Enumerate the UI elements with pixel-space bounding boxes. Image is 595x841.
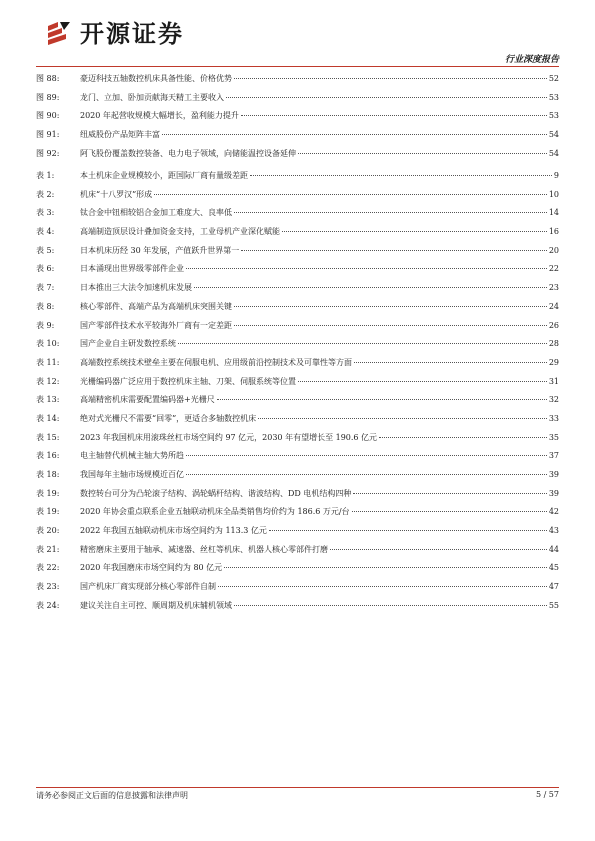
figure-entry[interactable] bbox=[36, 89, 559, 108]
toc-entry-page: 9 bbox=[553, 171, 559, 180]
toc-leader-dots bbox=[298, 381, 547, 382]
toc-entry-page: 52 bbox=[548, 74, 559, 83]
toc-entry-title: 电主轴替代机械主轴大势所趋 bbox=[80, 451, 184, 461]
toc-entry-title: 本土机床企业规模较小，距国际厂商有量级差距 bbox=[80, 171, 248, 180]
toc-entry-page: 32 bbox=[548, 395, 559, 405]
toc-entry-page: 42 bbox=[548, 507, 559, 517]
table-entry[interactable] bbox=[36, 354, 559, 373]
toc-entry-label: 表 12: bbox=[36, 376, 60, 386]
table-entry[interactable] bbox=[36, 335, 559, 354]
table-entry[interactable] bbox=[36, 522, 559, 541]
toc-entry-title: 我国每年主轴市场规模近百亿 bbox=[80, 470, 184, 479]
table-entry[interactable] bbox=[36, 447, 559, 466]
toc-entry-label: 表 19: bbox=[36, 488, 60, 498]
toc-leader-dots bbox=[234, 325, 547, 326]
toc-entry-page: 26 bbox=[548, 320, 559, 330]
brand-name: 开源证券 bbox=[80, 20, 184, 48]
toc-leader-dots bbox=[269, 530, 547, 531]
toc-entry-title: 2022 年我国五轴联动机床市场空间约为 113.3 亿元 bbox=[80, 526, 267, 536]
toc-entry-label: 表 14: bbox=[36, 413, 60, 423]
toc-entry-page: 55 bbox=[548, 600, 559, 610]
toc-entry-title: 日本机床历经 30 年发展，产值跃升世界第一 bbox=[80, 245, 240, 255]
toc-leader-dots bbox=[186, 474, 547, 475]
toc-leader-dots bbox=[186, 268, 547, 269]
toc-entry-title: 日本涌现出世界级零部件企业 bbox=[80, 264, 184, 274]
toc-leader-dots bbox=[234, 78, 547, 79]
toc-entry-label: 表 18: bbox=[36, 470, 60, 479]
toc-leader-dots bbox=[162, 134, 547, 135]
toc-leader-dots bbox=[234, 306, 547, 307]
toc-leader-dots bbox=[352, 511, 547, 512]
toc-entry-title: 2020 年我国磨床市场空间约为 80 亿元 bbox=[80, 563, 223, 573]
toc-leader-dots bbox=[217, 399, 547, 400]
toc-leader-dots bbox=[298, 153, 547, 154]
toc-leader-dots bbox=[353, 493, 546, 494]
toc-entry-title: 钛合金中钮相较铝合金加工难度大、良率低 bbox=[80, 208, 232, 218]
table-entry[interactable] bbox=[36, 485, 559, 504]
toc-leader-dots bbox=[234, 605, 547, 606]
table-entry[interactable] bbox=[36, 466, 559, 485]
toc-leader-dots bbox=[178, 343, 547, 344]
toc-entry-label: 图 92: bbox=[36, 148, 60, 158]
toc-leader-dots bbox=[194, 287, 547, 288]
toc-entry-title: 绝对式光栅尺不需要“回零”，更适合多轴数控机床 bbox=[80, 413, 257, 423]
toc-entry-title: 核心零部件、高端产品为高端机床突围关键 bbox=[80, 301, 232, 311]
table-entry[interactable] bbox=[36, 373, 559, 392]
header-divider bbox=[36, 66, 559, 67]
toc-entry-label: 表 22: bbox=[36, 563, 60, 573]
toc-entry-label: 表 13: bbox=[36, 395, 60, 405]
footer-divider bbox=[36, 787, 559, 788]
toc-entry-label: 表 16: bbox=[36, 451, 60, 461]
toc-entry-page: 37 bbox=[548, 451, 559, 461]
toc-leader-dots bbox=[186, 455, 547, 456]
figure-entry[interactable] bbox=[36, 145, 559, 164]
toc-entry-label: 图 91: bbox=[36, 130, 60, 140]
toc-entry-page: 24 bbox=[548, 301, 559, 311]
table-entry[interactable] bbox=[36, 260, 559, 279]
toc-entry-title: 机床“十八罗汉”形成 bbox=[80, 189, 153, 199]
toc-leader-dots bbox=[379, 437, 547, 438]
figure-entry[interactable] bbox=[36, 126, 559, 145]
report-type: 行业深度报告 bbox=[504, 55, 559, 65]
table-entry[interactable] bbox=[36, 541, 559, 560]
toc-entry-title: 建议关注自主可控、顺周期及机床辅机领域 bbox=[80, 600, 232, 610]
brand-mark-icon bbox=[44, 20, 74, 48]
toc-entry-page: 45 bbox=[548, 563, 559, 573]
toc-entry-title: 阿飞股份覆盖数控装备、电力电子领域，向储能温控设备延伸 bbox=[80, 148, 296, 158]
table-entry[interactable] bbox=[36, 223, 559, 242]
toc-entry-title: 精密磨床主要用于轴承、减速器、丝杠等机床、机器人核心零部件打磨 bbox=[80, 544, 328, 554]
footer-disclaimer: 请务必参阅正文后面的信息披露和法律声明 bbox=[36, 791, 188, 800]
toc-entry-label: 表 9: bbox=[36, 320, 55, 330]
toc-entry-title: 高端制造顶层设计叠加资金支持，工业母机产业深化赋能 bbox=[80, 227, 280, 237]
toc-entry-title: 光栅编码器广泛应用于数控机床主轴、刀架、伺服系统等位置 bbox=[80, 376, 296, 386]
toc-entry-title: 国产企业自主研发数控系统 bbox=[80, 339, 176, 349]
toc-entry-page: 43 bbox=[548, 526, 559, 536]
toc-leader-dots bbox=[330, 549, 547, 550]
toc-entry-label: 表 6: bbox=[36, 264, 55, 274]
toc-entry-page: 44 bbox=[548, 544, 559, 554]
toc-leader-dots bbox=[241, 115, 547, 116]
toc-entry-label: 图 88: bbox=[36, 74, 60, 83]
table-entry[interactable] bbox=[36, 204, 559, 223]
toc-entry-label: 表 20: bbox=[36, 526, 60, 536]
toc-entry-page: 47 bbox=[548, 582, 559, 592]
toc-entry-title: 豪迈科技五轴数控机床具备性能、价格优势 bbox=[80, 74, 232, 83]
table-entry[interactable] bbox=[36, 410, 559, 429]
table-entry[interactable] bbox=[36, 578, 559, 597]
toc-entry-page: 22 bbox=[548, 264, 559, 274]
toc-entry-label: 图 90: bbox=[36, 111, 60, 121]
page-number: 5 / 57 bbox=[535, 790, 559, 799]
toc-entry-label: 表 11: bbox=[36, 357, 60, 367]
toc-leader-dots bbox=[226, 97, 547, 98]
toc-entry-title: 2020 年协会重点联系企业五轴联动机床全品类销售均价约为 186.6 万元/台 bbox=[80, 507, 350, 517]
toc-entry-title: 数控转台可分为凸轮滚子结构、涡轮蜗杆结构、谐波结构、DD 电机结构四种 bbox=[80, 488, 352, 498]
toc-entry-title: 2023 年我国机床用滚珠丝杠市场空间约 97 亿元，2030 年有望增长至 190.6 亿元 bbox=[80, 432, 378, 442]
toc-entry-title: 龙门、立加、卧加贡献海天精工主要收入 bbox=[80, 92, 224, 102]
toc-entry-page: 23 bbox=[548, 283, 559, 293]
toc-entry-page: 54 bbox=[548, 130, 559, 140]
toc-entry-page: 14 bbox=[548, 208, 559, 218]
toc-entry-page: 33 bbox=[548, 413, 559, 423]
table-entry[interactable] bbox=[36, 317, 559, 336]
toc-leader-dots bbox=[250, 175, 552, 176]
toc-entry-page: 39 bbox=[548, 488, 559, 498]
table-entry[interactable] bbox=[36, 503, 559, 522]
toc-entry-label: 表 21: bbox=[36, 544, 60, 554]
toc-entry-title: 国产零部件技术水平较海外厂商有一定差距 bbox=[80, 320, 232, 330]
toc-entry-title: 高端数控系统技术壁垒主要在伺服电机、应用级前沿控制技术及可靠性等方面 bbox=[80, 357, 352, 367]
toc-entry-title: 2020 年起营收规模大幅增长，盈利能力提升 bbox=[80, 111, 239, 121]
toc-leader-dots bbox=[154, 194, 547, 195]
toc-entry-label: 图 89: bbox=[36, 92, 60, 102]
table-entry[interactable] bbox=[36, 242, 559, 261]
toc-entry-title: 纽威股份产品矩阵丰富 bbox=[80, 130, 160, 140]
toc-entry-label: 表 23: bbox=[36, 582, 60, 592]
toc-leader-dots bbox=[354, 362, 547, 363]
toc-entry-page: 16 bbox=[548, 227, 559, 237]
table-entry[interactable] bbox=[36, 298, 559, 317]
toc-entry-page: 53 bbox=[548, 111, 559, 121]
table-entry[interactable] bbox=[36, 186, 559, 205]
toc-leader-dots bbox=[241, 250, 547, 251]
toc-entry-title: 国产机床厂商实现部分核心零部件自制 bbox=[80, 582, 216, 592]
table-entry[interactable] bbox=[36, 597, 559, 616]
toc-leader-dots bbox=[258, 418, 547, 419]
toc-entry-title: 日本推出三大法令加速机床发展 bbox=[80, 283, 192, 293]
toc-entry-label: 表 15: bbox=[36, 432, 60, 442]
table-entry[interactable] bbox=[36, 391, 559, 410]
toc-entry-page: 35 bbox=[548, 432, 559, 442]
brand-logo bbox=[44, 18, 184, 50]
toc-entry-page: 54 bbox=[548, 148, 559, 158]
toc-entry-label: 表 3: bbox=[36, 208, 55, 218]
toc-entry-label: 表 24: bbox=[36, 600, 60, 610]
toc-leader-dots bbox=[234, 212, 547, 213]
toc-entry-label: 表 4: bbox=[36, 227, 55, 237]
toc-entry-label: 表 10: bbox=[36, 339, 60, 349]
figure-entry[interactable] bbox=[36, 107, 559, 126]
toc-leader-dots bbox=[282, 231, 547, 232]
toc-leader-dots bbox=[218, 586, 547, 587]
toc-entry-page: 28 bbox=[548, 339, 559, 349]
toc-entry-label: 表 5: bbox=[36, 245, 55, 255]
toc-entry-label: 表 8: bbox=[36, 301, 55, 311]
toc-entry-page: 39 bbox=[548, 470, 559, 479]
toc-entry-page: 31 bbox=[548, 376, 559, 386]
toc-entry-label: 表 19: bbox=[36, 507, 60, 517]
table-entry[interactable] bbox=[36, 559, 559, 578]
table-entry[interactable] bbox=[36, 167, 559, 186]
toc-entry-label: 表 1: bbox=[36, 171, 55, 180]
toc-leader-dots bbox=[224, 567, 547, 568]
figure-list bbox=[36, 70, 559, 163]
toc-entry-page: 53 bbox=[548, 92, 559, 102]
toc-entry-page: 10 bbox=[548, 189, 559, 199]
toc-entry-title: 高端精密机床需要配置编码器+光栅尺 bbox=[80, 395, 215, 405]
table-entry[interactable] bbox=[36, 279, 559, 298]
table-list bbox=[36, 167, 559, 616]
figure-entry[interactable] bbox=[36, 70, 559, 89]
toc-entry-page: 29 bbox=[548, 357, 559, 367]
toc-entry-label: 表 2: bbox=[36, 189, 55, 199]
table-entry[interactable] bbox=[36, 429, 559, 448]
toc-entry-page: 20 bbox=[548, 245, 559, 255]
toc-entry-label: 表 7: bbox=[36, 283, 55, 293]
